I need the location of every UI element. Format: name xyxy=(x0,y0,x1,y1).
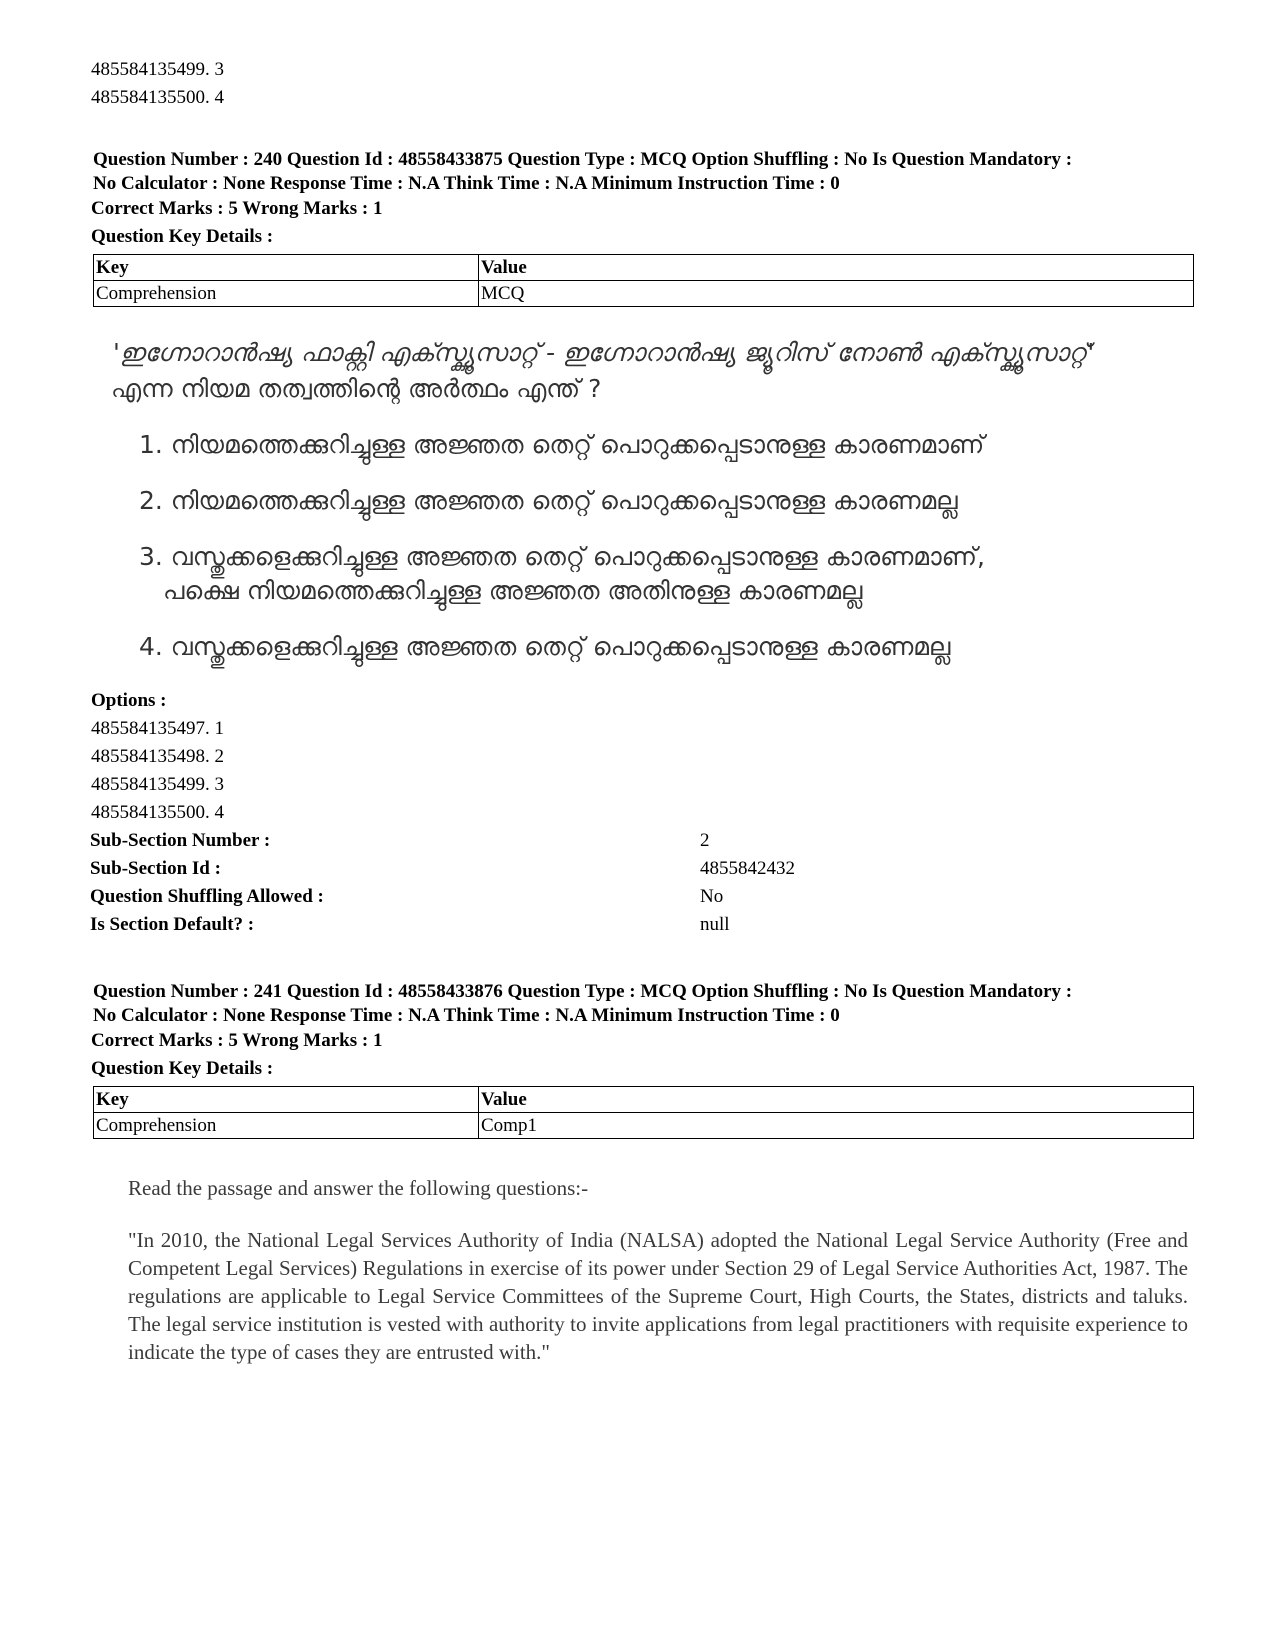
option-line: 485584135500. 4 xyxy=(91,87,224,108)
question-241-header xyxy=(93,980,1193,1028)
value-header: Value xyxy=(479,1087,1194,1113)
question-shuffling-value: No xyxy=(700,886,724,907)
question-header-line: No Calculator : None Response Time : N.A Think Time : N.A Minimum Instruction Time : 0 xyxy=(93,173,840,194)
choice-1: 1. നിയമത്തെക്കുറിച്ചുള്ള അജ്ഞത തെറ്റ് പൊറുക്കപ്പെടാനുള്ള കാരണമാണ് xyxy=(139,430,985,459)
option-line: 485584135497. 1 xyxy=(91,718,224,739)
option-line: 485584135498. 2 xyxy=(91,746,224,767)
question-240-header xyxy=(93,148,1193,196)
options-label: Options : xyxy=(91,690,167,711)
section-default-label: Is Section Default? : xyxy=(90,914,255,935)
choice-2: 2. നിയമത്തെക്കുറിച്ചുള്ള അജ്ഞത തെറ്റ് പൊറുക്കപ്പെടാനുള്ള കാരണമല്ല xyxy=(139,486,958,515)
section-default-value: null xyxy=(700,914,730,935)
subsection-id-label: Sub-Section Id : xyxy=(90,858,221,879)
question-text-line: 'ഇഗ്നോറാൻഷ്യ ഫാക്റ്റി എക്സ്ക്യൂസാറ്റ് - ഇഗ്നോറാൻഷ്യ ജ്യൂറിസ് നോൺ എക്സ്ക്യൂസാറ്റ്' xyxy=(113,338,1095,367)
choice-4: 4. വസ്തുക്കളെക്കുറിച്ചുള്ള അജ്ഞത തെറ്റ് പൊറുക്കപ്പെടാനുള്ള കാരണമല്ല xyxy=(139,632,951,661)
key-cell: Comprehension xyxy=(94,281,479,307)
question-header-line: Question Number : 240 Question Id : 48558433875 Question Type : MCQ Option Shuffling : No Is Question Mandatory : xyxy=(93,149,1073,170)
value-cell: MCQ xyxy=(479,281,1194,307)
table-row xyxy=(94,281,1194,307)
question-header-line: Question Number : 241 Question Id : 48558433876 Question Type : MCQ Option Shuffling : No Is Question Mandatory : xyxy=(93,981,1073,1002)
key-details-label: Question Key Details : xyxy=(91,226,274,247)
subsection-id-value: 4855842432 xyxy=(700,858,795,879)
table-header-row xyxy=(94,255,1194,281)
passage-instruction: Read the passage and answer the following questions:- xyxy=(128,1176,589,1200)
value-header: Value xyxy=(479,255,1194,281)
marks-line: Correct Marks : 5 Wrong Marks : 1 xyxy=(91,198,383,219)
option-line: 485584135499. 3 xyxy=(91,59,224,80)
table-row xyxy=(94,1113,1194,1139)
key-header: Key xyxy=(94,255,479,281)
key-details-label: Question Key Details : xyxy=(91,1058,274,1079)
key-cell: Comprehension xyxy=(94,1113,479,1139)
question-text-line: എന്ന നിയമ തത്വത്തിന്റെ അർത്ഥം എന്ത് ? xyxy=(111,374,602,403)
subsection-number-value: 2 xyxy=(700,830,710,851)
choice-3-continuation: പക്ഷെ നിയമത്തെക്കുറിച്ചുള്ള അജ്ഞത അതിനുള്ള കാരണമല്ല xyxy=(163,576,863,605)
passage-text: "In 2010, the National Legal Services Authority of India (NALSA) adopted the National Legal Service Authority (Free and Competent Legal Services) Regulations in exercise of its power under Section 29 of Legal Service Authorities Act, 1987. The regulations are applicable to Legal Service Committees of the Supreme Court, High Courts, the States, districts and taluks. The legal service institution is vested with authority to invite applications from legal practitioners with requisite experience to indicate the type of cases they are entrusted with." xyxy=(128,1228,1188,1364)
option-line: 485584135500. 4 xyxy=(91,802,224,823)
marks-line: Correct Marks : 5 Wrong Marks : 1 xyxy=(91,1030,383,1051)
question-shuffling-label: Question Shuffling Allowed : xyxy=(90,886,324,907)
value-cell: Comp1 xyxy=(479,1113,1194,1139)
key-header: Key xyxy=(94,1087,479,1113)
option-line: 485584135499. 3 xyxy=(91,774,224,795)
choice-3: 3. വസ്തുക്കളെക്കുറിച്ചുള്ള അജ്ഞത തെറ്റ് പൊറുക്കപ്പെടാനുള്ള കാരണമാണ്, xyxy=(139,542,985,571)
subsection-number-label: Sub-Section Number : xyxy=(90,830,271,851)
question-header-line: No Calculator : None Response Time : N.A Think Time : N.A Minimum Instruction Time : 0 xyxy=(93,1005,840,1026)
table-header-row xyxy=(94,1087,1194,1113)
key-details-table xyxy=(93,1086,1194,1139)
key-details-table xyxy=(93,254,1194,307)
